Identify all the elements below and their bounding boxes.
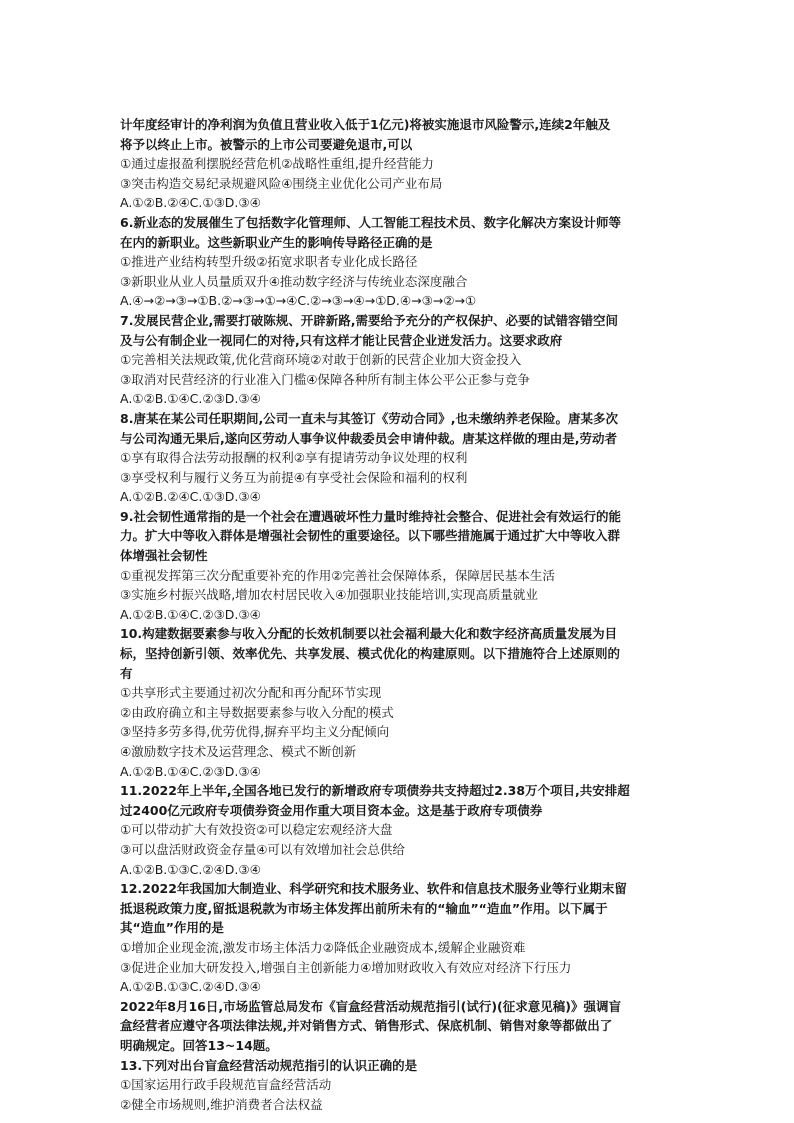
question-text-line: 12.2022年我国加大制造业、科学研究和技术服务业、软件和信息技术服务业等行业期末留 — [120, 881, 627, 897]
option-text-line: ③新职业从业人员量质双升④推动数字经济与传统业态深度融合 — [120, 273, 468, 289]
option-text-line: A.①②B.①③C.②④D.③④ — [120, 979, 261, 995]
question-text-line: 9.社会韧性通常指的是一个社会在遭遇破坏性力量时维持社会整合、促进社会有效运行的能 — [120, 508, 621, 524]
option-text-line: A.①②B.①④C.②③D.③④ — [120, 763, 261, 779]
option-text-line: ③实施乡村振兴战略,增加农村居民收入④加强职业技能培训,实现高质量就业 — [120, 587, 538, 603]
question-text-line: 11.2022年上半年,全国各地已发行的新增政府专项债券共支持超过2.38万个项目,共安排超 — [120, 783, 630, 799]
option-text-line: ①通过虚报盈利摆脱经营危机②战略性重组,提升经营能力 — [120, 156, 434, 172]
question-text-line: 体增强社会韧性 — [120, 548, 208, 564]
option-text-line: ①完善相关法规政策,优化营商环境②对敢于创新的民营企业加大资金投入 — [120, 352, 522, 368]
question-text-line: 抵退税政策力度,留抵退税款为市场主体发挥出前所未有的“输血”“造血”作用。以下属于 — [120, 900, 608, 916]
option-text-line: ②健全市场规则,维护消费者合法权益 — [120, 1096, 323, 1112]
question-text-line: 盒经营者应遵守各项法律法规,并对销售方式、销售形式、保底机制、销售对象等都做出了 — [120, 1018, 613, 1034]
question-text-line: 2022年8月16日,市场监管总局发布《盲盒经营活动规范指引(试行)(征求意见稿)》强调盲 — [120, 998, 621, 1014]
option-text-line: ①增加企业现金流,激发市场主体活力②降低企业融资成本,缓解企业融资难 — [120, 939, 526, 955]
exam-page — [120, 115, 690, 1114]
question-text-line: 及与公有制企业一视同仁的对待,只有这样才能让民营企业迸发活力。这要求政府 — [120, 332, 563, 348]
question-text-line: 6.新业态的发展催生了包括数字化管理师、人工智能工程技术员、数字化解决方案设计师等 — [120, 214, 621, 230]
option-text-line: ②由政府确立和主导数据要素参与收入分配的模式 — [120, 704, 394, 720]
question-text-line: 力。扩大中等收入群体是增强社会韧性的重要途径。以下哪些措施属于通过扩大中等收入群 — [120, 528, 621, 544]
option-text-line: A.①②B.①④C.②③D.③④ — [120, 606, 261, 622]
option-text-line: A.①②B.①③C.②④D.③④ — [120, 861, 261, 877]
question-text-line: 过2400亿元政府专项债券资金用作重大项目资本金。这是基于政府专项债券 — [120, 802, 543, 818]
question-text-line: 有 — [120, 665, 133, 681]
question-text-line: 计年度经审计的净利润为负值且营业收入低于1亿元)将被实施退市风险警示,连续2年触及 — [120, 117, 611, 132]
question-text-line: 10.构建数据要素参与收入分配的长效机制要以社会福利最大化和数字经济高质量发展为目 — [120, 626, 618, 642]
question-text-line: 7.发展民营企业,需要打破陈规、开辟新路,需要给予充分的产权保护、必要的试错容错空间 — [120, 312, 618, 328]
option-text-line: ①享有取得合法劳动报酬的权利②享有提请劳动争议处理的权利 — [120, 450, 468, 466]
option-text-line: ①推进产业结构转型升级②拓宽求职者专业化成长路径 — [120, 254, 418, 270]
question-text-line: 13.下列对出台盲盒经营活动规范指引的认识正确的是 — [120, 1057, 418, 1073]
question-text-line: 8.唐某在某公司任职期间,公司一直未与其签订《劳动合同》,也未缴纳养老保险。唐某多次 — [120, 410, 618, 426]
question-text-line: 将予以终止上市。被警示的上市公司要避免退市,可以 — [120, 136, 413, 152]
option-text-line: A.④→②→③→①B.②→③→①→④C.②→③→④→①D.④→③→②→① — [120, 293, 477, 309]
option-text-line: ③促进企业加大研发投入,增强自主创新能力④增加财政收入有效应对经济下行压力 — [120, 959, 572, 975]
option-text-line: A.①②B.②④C.①③D.③④ — [120, 489, 261, 505]
question-text-line: 标，坚持创新引领、效率优先、共享发展、模式优化的构建原则。以下措施符合上述原则的 — [120, 646, 621, 662]
option-text-line: A.①②B.①④C.②③D.③④ — [120, 391, 261, 407]
question-text-line: 明确规定。回答13~14题。 — [120, 1037, 278, 1053]
option-text-line: ①共享形式主要通过初次分配和再分配环节实现 — [120, 685, 382, 701]
option-text-line: ①国家运用行政手段规范盲盒经营活动 — [120, 1077, 332, 1093]
option-text-line: ③突击构造交易纪录规避风险④围绕主业优化公司产业布局 — [120, 175, 443, 191]
question-text-line: 其“造血”作用的是 — [120, 920, 224, 936]
question-text-line: 在内的新职业。这些新职业产生的影响传导路径正确的是 — [120, 234, 433, 250]
option-text-line: ③可以盘活财政资金存量④可以有效增加社会总供给 — [120, 841, 405, 857]
question-text-line: 与公司沟通无果后,遂向区劳动人事争议仲裁委员会申请仲裁。唐某这样做的理由是,劳动者 — [120, 430, 617, 446]
option-text-line: ③享受权利与履行义务互为前提④有享受社会保险和福利的权利 — [120, 469, 468, 485]
option-text-line: ④激励数字技术及运营理念、模式不断创新 — [120, 744, 357, 759]
option-text-line: A.①②B.②④C.①③D.③④ — [120, 195, 261, 211]
option-text-line: ①重视发挥第三次分配重要补充的作用②完善社会保障体系，保障居民基本生活 — [120, 567, 555, 583]
option-text-line: ①可以带动扩大有效投资②可以稳定宏观经济大盘 — [120, 822, 393, 838]
option-text-line: ③坚持多劳多得,优劳优得,摒弃平均主义分配倾向 — [120, 724, 390, 740]
option-text-line: ③取消对民营经济的行业准入门槛④保障各种所有制主体公平公正参与竞争 — [120, 371, 530, 387]
